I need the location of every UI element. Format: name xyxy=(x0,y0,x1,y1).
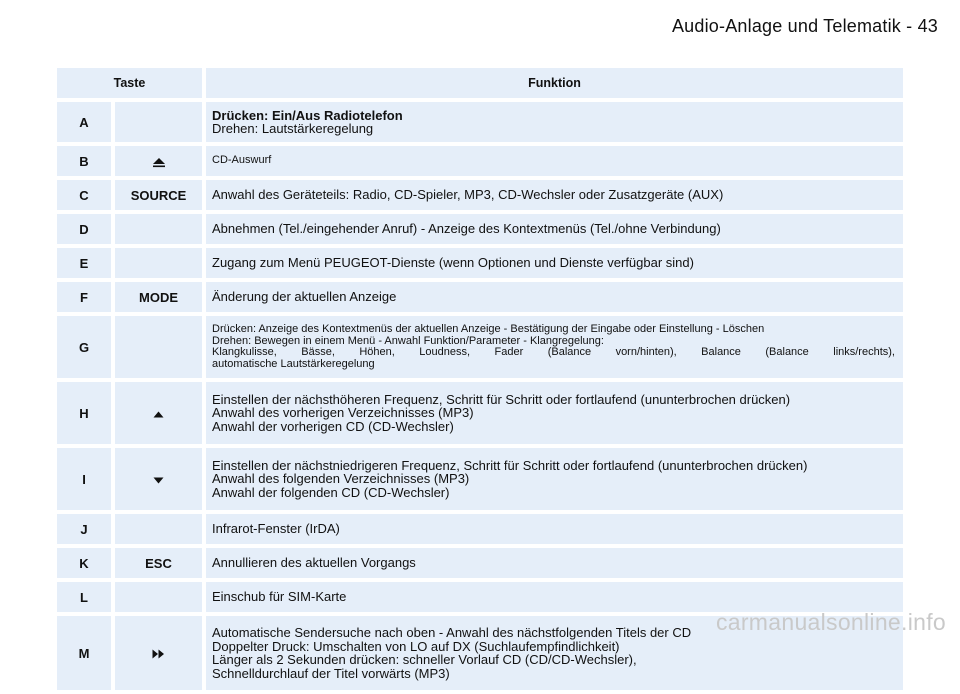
function-description xyxy=(206,102,903,142)
key-symbol xyxy=(115,582,206,612)
function-line: Klangkulisse, Bässe, Höhen, Loudness, Fader (Balance vorn/hinten), Balance (Balance links/rechts), xyxy=(212,346,895,358)
table-row xyxy=(57,102,903,142)
function-line: Anwahl der folgenden CD (CD-Wechsler) xyxy=(212,484,450,500)
function-line: Abnehmen (Tel./eingehender Anruf) - Anzeige des Kontextmenüs (Tel./ohne Verbindung) xyxy=(212,221,721,237)
table-row xyxy=(57,582,903,612)
key-letter: L xyxy=(57,582,115,612)
function-line: Schnelldurchlauf der Titel vorwärts (MP3) xyxy=(212,665,450,681)
key-symbol xyxy=(115,382,206,444)
key-symbol xyxy=(115,514,206,544)
table-row xyxy=(57,214,903,244)
function-line: Doppelter Druck: Umschalten von LO auf DX (Suchlaufempfindlichkeit) xyxy=(212,638,620,654)
key-letter: C xyxy=(57,180,115,210)
function-line: Automatische Sendersuche nach oben - Anwahl des nächstfolgenden Titels der CD xyxy=(212,625,692,640)
function-line: CD-Auswurf xyxy=(212,154,272,167)
key-symbol: MODE xyxy=(115,282,206,312)
key-letter: I xyxy=(57,448,115,510)
key-symbol: ESC xyxy=(115,548,206,578)
table-row xyxy=(57,548,903,578)
key-letter: H xyxy=(57,382,115,444)
key-symbol xyxy=(115,146,206,176)
key-letter: J xyxy=(57,514,115,544)
function-line: Drücken: Anzeige des Kontextmenüs der aktuellen Anzeige - Bestätigung der Eingabe oder Einstellung - Löschen xyxy=(212,323,765,335)
function-line: Anwahl des Geräteteils: Radio, CD-Spieler, MP3, CD-Wechsler oder Zusatzgeräte (AUX) xyxy=(212,187,724,203)
function-description xyxy=(206,582,903,612)
fast-forward-icon xyxy=(152,649,165,659)
key-letter: F xyxy=(57,282,115,312)
function-description xyxy=(206,180,903,210)
table-body xyxy=(57,102,903,690)
table-row xyxy=(57,282,903,312)
key-letter: M xyxy=(57,616,115,690)
function-line: automatische Lautstärkeregelung xyxy=(212,357,375,370)
function-line: Einschub für SIM-Karte xyxy=(212,589,347,605)
key-symbol xyxy=(115,448,206,510)
key-letter: K xyxy=(57,548,115,578)
function-line: Annullieren des aktuellen Vorgangs xyxy=(212,555,416,571)
column-header-funktion: Funktion xyxy=(206,68,903,98)
key-symbol xyxy=(115,248,206,278)
function-line: Einstellen der nächsthöheren Frequenz, Schritt für Schritt oder fortlaufend (ununterbrochen drücken) xyxy=(212,391,791,407)
table-header-row xyxy=(57,68,903,98)
key-symbol xyxy=(115,102,206,142)
function-line: Anwahl des vorherigen Verzeichnisses (MP3) xyxy=(212,405,474,421)
eject-icon xyxy=(152,157,166,168)
function-description xyxy=(206,382,903,444)
table-row xyxy=(57,316,903,378)
function-line: Drücken: Ein/Aus Radiotelefon xyxy=(212,107,403,123)
key-letter: B xyxy=(57,146,115,176)
function-line: Änderung der aktuellen Anzeige xyxy=(212,289,397,305)
function-description xyxy=(206,282,903,312)
function-line: Länger als 2 Sekunden drücken: schneller Vorlauf CD (CD/CD-Wechsler), xyxy=(212,652,637,667)
table-row xyxy=(57,514,903,544)
function-line: Zugang zum Menü PEUGEOT-Dienste (wenn Optionen und Dienste verfügbar sind) xyxy=(212,255,694,271)
function-description xyxy=(206,514,903,544)
key-symbol: SOURCE xyxy=(115,180,206,210)
watermark: carmanualsonline.info xyxy=(715,609,946,635)
function-table xyxy=(57,64,903,694)
function-line: Drehen: Bewegen in einem Menü - Anwahl Funktion/Parameter - Klangregelung: xyxy=(212,334,604,347)
key-symbol xyxy=(115,616,206,690)
button-function-table xyxy=(57,68,903,694)
function-description xyxy=(206,548,903,578)
function-description xyxy=(206,214,903,244)
function-line: Infrarot-Fenster (IrDA) xyxy=(212,521,340,537)
function-description xyxy=(206,146,903,176)
table-row xyxy=(57,448,903,510)
key-letter: A xyxy=(57,102,115,142)
function-line: Anwahl der vorherigen CD (CD-Wechsler) xyxy=(212,418,454,434)
function-description xyxy=(206,248,903,278)
column-header-taste: Taste xyxy=(57,68,206,98)
key-symbol xyxy=(115,316,206,378)
function-line: Anwahl des folgenden Verzeichnisses (MP3) xyxy=(212,471,470,487)
function-line: Drehen: Lautstärkeregelung xyxy=(212,121,374,136)
function-description xyxy=(206,316,903,378)
page-title: Audio-Anlage und Telematik - 43 xyxy=(671,16,938,36)
arrow-down-icon xyxy=(153,477,164,484)
function-description xyxy=(206,448,903,510)
key-letter: E xyxy=(57,248,115,278)
arrow-up-icon xyxy=(153,411,164,418)
table-row xyxy=(57,146,903,176)
function-line: Einstellen der nächstniedrigeren Frequenz, Schritt für Schritt oder fortlaufend (ununterbrochen drücken) xyxy=(212,457,808,473)
table-row xyxy=(57,248,903,278)
table-row xyxy=(57,382,903,444)
key-letter: G xyxy=(57,316,115,378)
table-row xyxy=(57,180,903,210)
key-symbol xyxy=(115,214,206,244)
key-letter: D xyxy=(57,214,115,244)
